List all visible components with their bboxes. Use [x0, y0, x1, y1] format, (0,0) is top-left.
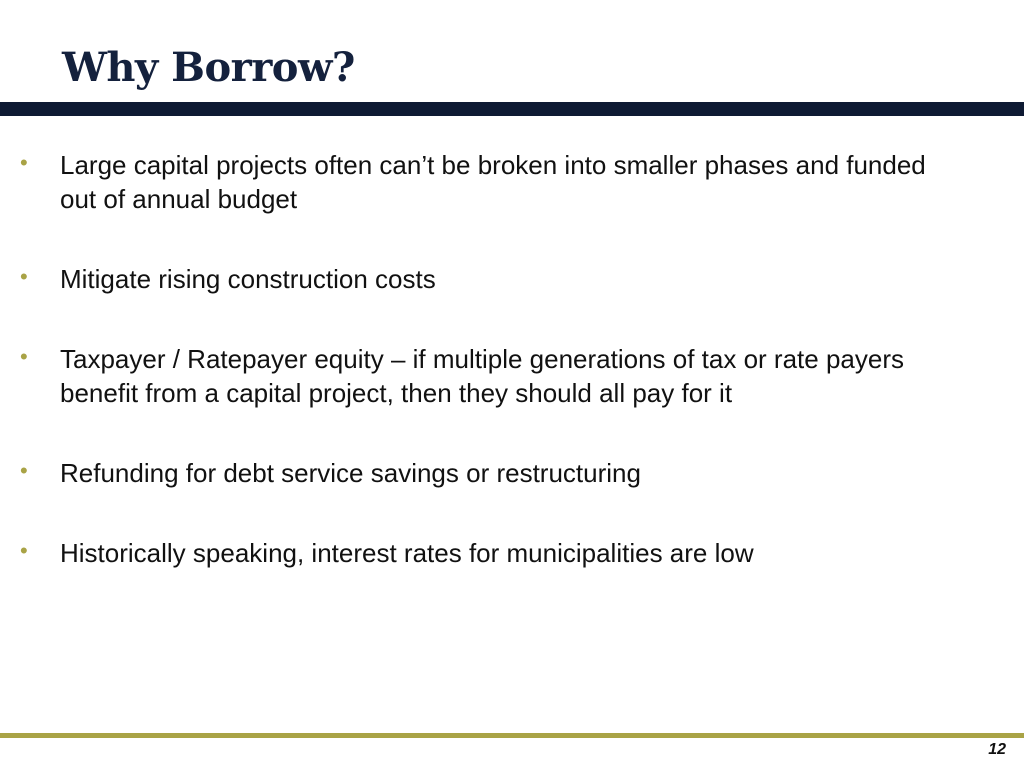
- bullet-text: Large capital projects often can’t be broken into smaller phases and funded out of annual budget: [60, 150, 926, 214]
- slide-title: Why Borrow?: [62, 44, 355, 91]
- bullet-marker-icon: •: [20, 458, 28, 483]
- bullet-marker-icon: •: [20, 264, 28, 289]
- footer-divider: [0, 733, 1024, 738]
- bullet-item: [0, 536, 1024, 570]
- bullet-item: [0, 456, 1024, 490]
- bullet-marker-icon: •: [20, 150, 28, 175]
- bullet-marker-icon: •: [20, 344, 28, 369]
- bullet-text: Mitigate rising construction costs: [60, 264, 436, 294]
- bullet-text: Taxpayer / Ratepayer equity – if multiple generations of tax or rate payers benefit from a capital project, then they should all pay for it: [60, 344, 904, 408]
- bullet-item: [0, 148, 1024, 216]
- bullet-text: Historically speaking, interest rates for municipalities are low: [60, 538, 754, 568]
- bullet-list: [0, 148, 1024, 616]
- title-divider: [0, 102, 1024, 116]
- bullet-marker-icon: •: [20, 538, 28, 563]
- bullet-item: [0, 342, 1024, 410]
- bullet-item: [0, 262, 1024, 296]
- page-number: 12: [988, 741, 1006, 758]
- bullet-text: Refunding for debt service savings or restructuring: [60, 458, 641, 488]
